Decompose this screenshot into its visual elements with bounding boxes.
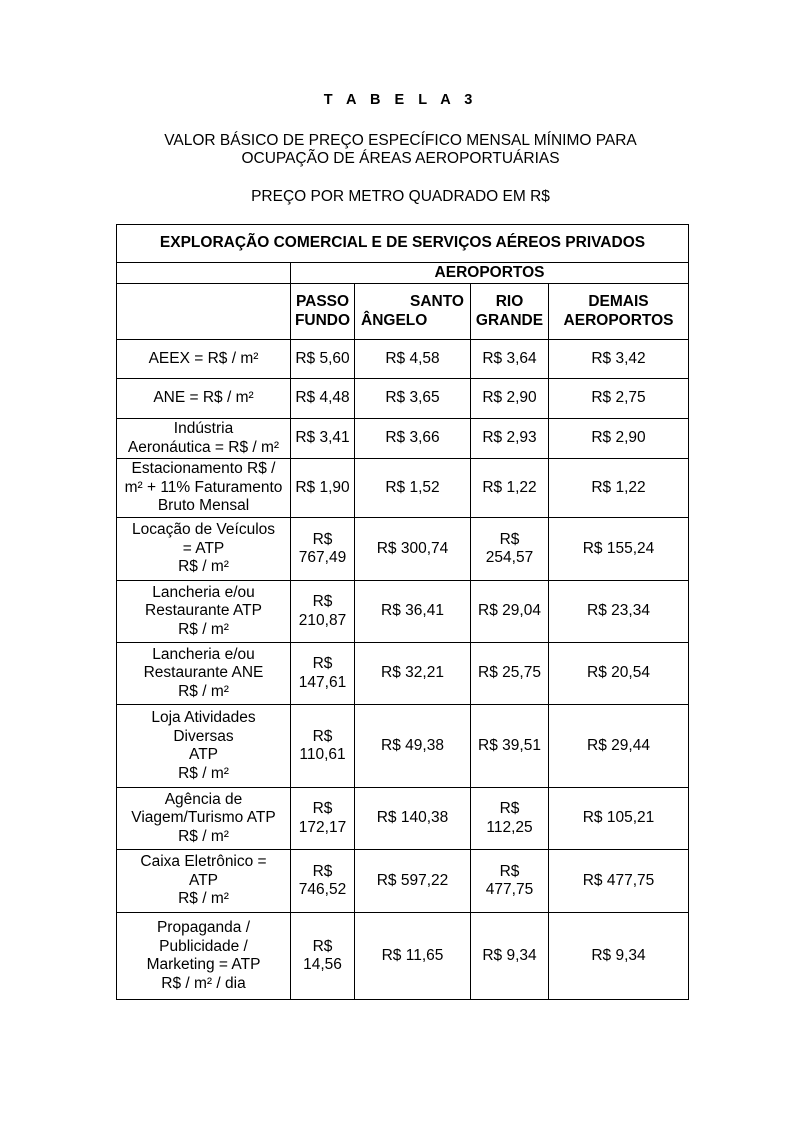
cell-value-line: 254,57 — [485, 549, 534, 566]
column-header-demais-aeroportos — [549, 284, 689, 340]
row-label-line: m² + 11% Faturamento — [124, 478, 283, 496]
table-row — [117, 788, 689, 850]
cell-demais-aeroportos — [549, 705, 689, 788]
cell-rio-grande — [471, 581, 549, 643]
cell-value-line: R$ — [312, 530, 333, 548]
column-header-line: ÂNGELO — [361, 311, 428, 329]
cell-value-line: R$ 3,66 — [385, 429, 440, 447]
table-row — [117, 705, 689, 788]
cell-passo-fundo — [291, 419, 355, 459]
table-row — [117, 913, 689, 1000]
cell-value-line: R$ 23,34 — [587, 602, 650, 620]
cell-value-line: R$ 300,74 — [376, 539, 449, 557]
column-header-santo-angelo — [355, 284, 471, 340]
cell-value-line: R$ 2,90 — [591, 429, 646, 447]
cell-value-line: R$ 1,90 — [295, 478, 350, 496]
row-label-line: ATP — [189, 746, 218, 763]
row-label-loja-atividades — [117, 705, 291, 788]
cell-demais-aeroportos — [549, 850, 689, 913]
cell-value-line: R$ 1,22 — [591, 478, 646, 496]
cell-value-line: R$ — [312, 862, 333, 880]
cell-passo-fundo — [291, 518, 355, 581]
cell-value-line: R$ 1,52 — [385, 478, 440, 496]
cell-value-line: R$ — [499, 800, 520, 817]
cell-rio-grande — [471, 705, 549, 788]
cell-rio-grande — [471, 379, 549, 419]
row-label-line: R$ / m² / dia — [161, 974, 246, 992]
cell-demais-aeroportos — [549, 788, 689, 850]
cell-value-line: R$ — [312, 593, 333, 610]
cell-value-line: 14,56 — [303, 956, 342, 973]
cell-demais-aeroportos — [549, 643, 689, 705]
section-header: EXPLORAÇÃO COMERCIAL E DE SERVIÇOS AÉREOS PRIVADOS — [117, 225, 689, 263]
cell-value-line: 172,17 — [298, 818, 347, 836]
cell-passo-fundo — [291, 379, 355, 419]
table-row — [117, 340, 689, 379]
cell-value-line: R$ 5,60 — [295, 349, 350, 367]
cell-value-line: R$ 140,38 — [376, 809, 449, 827]
row-label-ane — [117, 379, 291, 419]
column-header-line: GRANDE — [475, 311, 544, 329]
row-label-line: AEEX = R$ / m² — [148, 349, 259, 367]
row-label-line: Locação de Veículos — [131, 521, 276, 539]
cell-rio-grande — [471, 643, 549, 705]
group-header-row — [117, 263, 689, 284]
table-row — [117, 419, 689, 459]
column-header-rio-grande — [471, 284, 549, 340]
section-header-row — [117, 225, 689, 263]
cell-value-line: R$ 3,41 — [295, 429, 350, 447]
cell-value-line: R$ — [312, 727, 333, 745]
cell-value-line: R$ 20,54 — [587, 664, 650, 682]
cell-value-line: R$ 4,58 — [385, 349, 440, 367]
cell-rio-grande — [471, 340, 549, 379]
cell-value-line: R$ 2,93 — [482, 429, 537, 447]
cell-value-line: R$ — [312, 937, 333, 955]
cell-santo-angelo — [355, 643, 471, 705]
row-label-line: Viagem/Turismo ATP — [131, 809, 276, 827]
cell-demais-aeroportos — [549, 459, 689, 518]
cell-value-line: R$ 29,04 — [478, 602, 541, 620]
cell-value-line: R$ 1,22 — [482, 478, 537, 496]
cell-value-line: R$ 11,65 — [381, 946, 444, 964]
cell-santo-angelo — [355, 340, 471, 379]
cell-rio-grande — [471, 850, 549, 913]
row-label-line: Diversas — [173, 727, 234, 745]
cell-passo-fundo — [291, 788, 355, 850]
row-label-line: Aeronáutica = R$ / m² — [127, 438, 280, 456]
cell-value-line: R$ 25,75 — [478, 664, 541, 682]
cell-passo-fundo — [291, 581, 355, 643]
cell-value-line: 767,49 — [298, 549, 347, 566]
cell-value-line: R$ 39,51 — [478, 736, 541, 754]
column-header-line: FUNDO — [294, 311, 351, 329]
cell-demais-aeroportos — [549, 379, 689, 419]
column-header-line: DEMAIS — [588, 293, 649, 310]
row-label-line: R$ / m² — [178, 620, 229, 638]
row-label-line: R$ / m² — [178, 764, 229, 782]
cell-value-line: 110,61 — [299, 746, 346, 763]
table-row — [117, 518, 689, 581]
cell-value-line: R$ 105,21 — [582, 809, 655, 827]
row-label-industria-aeronautica — [117, 419, 291, 459]
cell-demais-aeroportos — [549, 581, 689, 643]
column-header-row — [117, 284, 689, 340]
empty-header-cell — [117, 263, 291, 284]
cell-rio-grande — [471, 459, 549, 518]
unit-caption: PREÇO POR METRO QUADRADO EM R$ — [251, 188, 550, 205]
subtitle-line-2: OCUPAÇÃO DE ÁREAS AEROPORTUÁRIAS — [241, 150, 560, 167]
table-row — [117, 379, 689, 419]
row-label-lancheria-ane — [117, 643, 291, 705]
row-label-caixa-eletronico — [117, 850, 291, 913]
cell-value-line: R$ 49,38 — [381, 736, 444, 754]
row-label-line: Loja Atividades — [151, 709, 256, 726]
column-header-line: AEROPORTOS — [563, 311, 674, 329]
row-label-line: Estacionamento R$ / — [131, 460, 276, 478]
row-label-line: R$ / m² — [178, 558, 229, 576]
cell-santo-angelo — [355, 581, 471, 643]
row-label-line: R$ / m² — [178, 682, 229, 700]
cell-value-line: R$ 2,75 — [591, 389, 646, 407]
cell-value-line: R$ 9,34 — [482, 946, 537, 964]
cell-santo-angelo — [355, 518, 471, 581]
cell-value-line: R$ 4,48 — [295, 389, 350, 407]
cell-demais-aeroportos — [549, 419, 689, 459]
column-header-line: SANTO — [410, 293, 464, 310]
row-label-line: Publicidade / — [159, 937, 248, 955]
cell-value-line: R$ 36,41 — [381, 602, 444, 620]
row-label-lancheria-atp — [117, 581, 291, 643]
cell-value-line: R$ 32,21 — [381, 664, 444, 682]
cell-passo-fundo — [291, 913, 355, 1000]
row-label-estacionamento — [117, 459, 291, 518]
row-label-propaganda — [117, 913, 291, 1000]
row-label-line: Lancheria e/ou — [152, 583, 255, 601]
cell-value-line: 477,75 — [485, 881, 534, 898]
row-label-line: ANE = R$ / m² — [153, 389, 254, 407]
table-title: T A B E L A 3 — [323, 92, 478, 108]
cell-value-line: R$ 2,90 — [482, 389, 537, 407]
price-table — [116, 224, 689, 1000]
row-label-line: Caixa Eletrônico = — [140, 853, 267, 871]
cell-value-line: 210,87 — [298, 611, 347, 629]
cell-value-line: R$ 3,65 — [385, 389, 440, 407]
row-label-line: R$ / m² — [178, 890, 229, 908]
cell-passo-fundo — [291, 850, 355, 913]
cell-value-line: R$ — [312, 800, 333, 817]
cell-santo-angelo — [355, 459, 471, 518]
table-row — [117, 581, 689, 643]
cell-value-line: R$ 9,34 — [591, 946, 646, 964]
cell-demais-aeroportos — [549, 340, 689, 379]
cell-value-line: R$ 29,44 — [587, 736, 650, 754]
cell-demais-aeroportos — [549, 913, 689, 1000]
cell-demais-aeroportos — [549, 518, 689, 581]
cell-santo-angelo — [355, 850, 471, 913]
column-header-line: PASSO — [295, 293, 350, 310]
cell-santo-angelo — [355, 419, 471, 459]
row-label-line: R$ / m² — [178, 827, 229, 845]
empty-header-cell — [117, 284, 291, 340]
row-label-line: = ATP — [182, 539, 225, 557]
cell-value-line: R$ 477,75 — [582, 871, 655, 889]
cell-rio-grande — [471, 419, 549, 459]
cell-value-line: R$ — [499, 530, 520, 548]
cell-passo-fundo — [291, 459, 355, 518]
column-header-line: RIO — [495, 293, 524, 310]
cell-passo-fundo — [291, 643, 355, 705]
cell-passo-fundo — [291, 705, 355, 788]
row-label-line: Restaurante ATP — [145, 602, 262, 620]
row-label-line: Propaganda / — [156, 919, 251, 936]
row-label-line: Agência de — [164, 790, 243, 808]
row-label-aeex — [117, 340, 291, 379]
cell-santo-angelo — [355, 705, 471, 788]
column-header-passo-fundo — [291, 284, 355, 340]
table-body — [117, 340, 689, 1000]
table-row — [117, 643, 689, 705]
cell-value-line: 112,25 — [486, 818, 533, 836]
cell-santo-angelo — [355, 913, 471, 1000]
group-header: AEROPORTOS — [291, 263, 689, 284]
table-row — [117, 459, 689, 518]
cell-santo-angelo — [355, 788, 471, 850]
row-label-line: Indústria — [173, 420, 234, 437]
row-label-locacao-veiculos — [117, 518, 291, 581]
cell-value-line: R$ 155,24 — [582, 539, 655, 557]
cell-rio-grande — [471, 518, 549, 581]
subtitle-line-1: VALOR BÁSICO DE PREÇO ESPECÍFICO MENSAL MÍNIMO PARA — [164, 132, 637, 149]
row-label-line: Lancheria e/ou — [152, 645, 255, 663]
row-label-line: Marketing = ATP — [146, 956, 261, 973]
row-label-line: Restaurante ANE — [143, 664, 264, 682]
row-label-line: ATP — [189, 871, 218, 889]
row-label-agencia-viagem — [117, 788, 291, 850]
cell-value-line: R$ — [499, 862, 520, 880]
table-subtitle — [0, 132, 801, 168]
cell-rio-grande — [471, 788, 549, 850]
cell-value-line: 746,52 — [298, 881, 347, 898]
cell-value-line: 147,61 — [298, 673, 347, 691]
cell-value-line: R$ 597,22 — [376, 871, 449, 889]
table-row — [117, 850, 689, 913]
cell-santo-angelo — [355, 379, 471, 419]
cell-rio-grande — [471, 913, 549, 1000]
cell-value-line: R$ 3,42 — [591, 349, 646, 367]
cell-passo-fundo — [291, 340, 355, 379]
cell-value-line: R$ — [312, 655, 333, 672]
row-label-line: Bruto Mensal — [157, 497, 250, 515]
cell-value-line: R$ 3,64 — [482, 349, 537, 367]
